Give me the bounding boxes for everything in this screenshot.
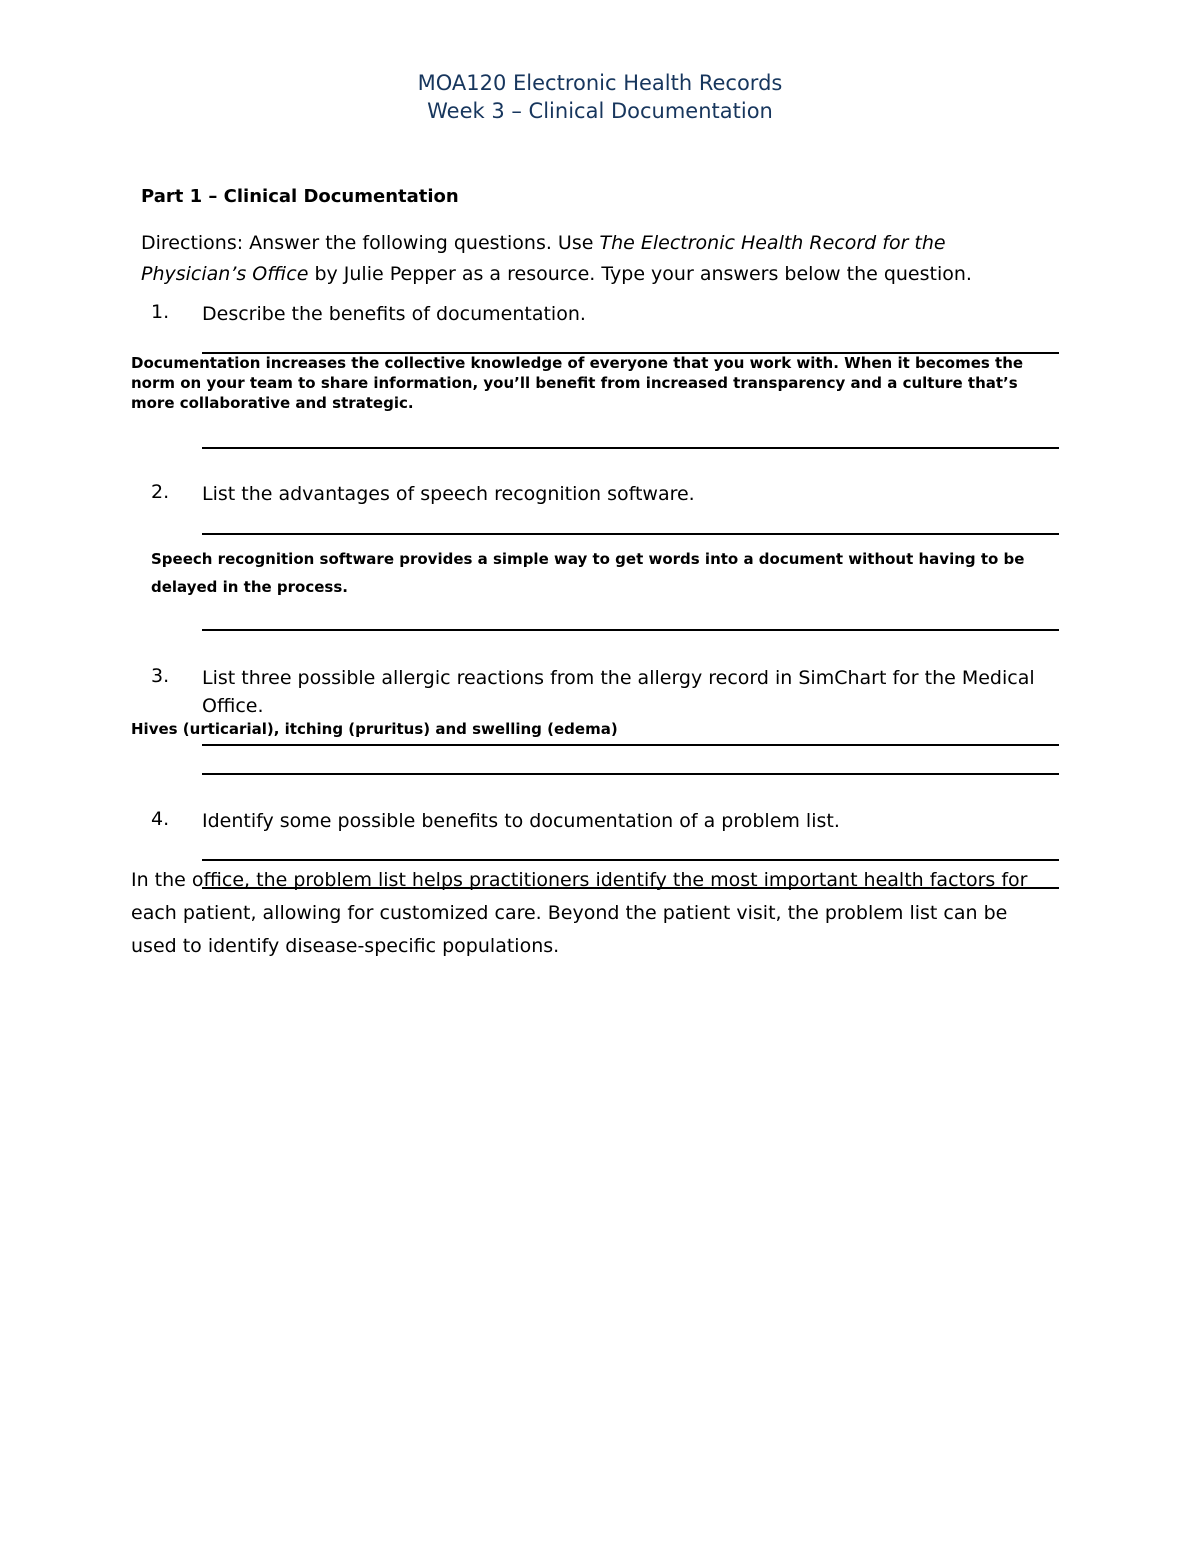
answer-1-text[interactable]: Documentation increases the collective knowledge of everyone that you work with. When it becomes the norm on your team to share information, you’ll benefit from increased transparency and a culture that’s more collaborative and strategic. — [131, 354, 1024, 412]
answer-4-text[interactable]: In the office, the problem list helps practitioners identify the most important health factors for each patient, allowing for customized care. Beyond the patient visit, the problem list can be used to identify disease-specific populations. — [131, 869, 1028, 957]
answer-1-line-bottom — [202, 447, 1059, 449]
question-3-text: List three possible allergic reactions from the allergy record in SimChart for the Medical Office. — [202, 667, 1035, 717]
question-3-number: 3. — [151, 665, 170, 687]
question-2-text: List the advantages of speech recognition software. — [202, 483, 695, 505]
question-4-number: 4. — [151, 808, 170, 830]
answer-3-line-top — [202, 744, 1059, 746]
answer-2-line-bottom — [202, 629, 1059, 631]
answer-3-text[interactable]: Hives (urticarial), itching (pruritus) and swelling (edema) — [131, 720, 618, 738]
question-1-number: 1. — [151, 301, 170, 323]
part-heading: Part 1 – Clinical Documentation — [141, 186, 459, 207]
question-2-number: 2. — [151, 481, 170, 503]
week-title: Week 3 – Clinical Documentation — [427, 99, 773, 123]
question-4-text: Identify some possible benefits to documentation of a problem list. — [202, 810, 840, 832]
question-1-text: Describe the benefits of documentation. — [202, 303, 586, 325]
answer-2-text[interactable]: Speech recognition software provides a simple way to get words into a document without having to be delayed in the process. — [151, 550, 1025, 596]
answer-3-line-bottom — [202, 773, 1059, 775]
book-title: The Electronic Health Record for the Physician’s Office — [141, 232, 946, 285]
course-title: MOA120 Electronic Health Records — [417, 71, 783, 95]
directions-text-end: by Julie Pepper as a resource. Type your answers below the question. — [308, 263, 972, 285]
answer-4-line-top — [202, 859, 1059, 861]
directions-text: Directions: Answer the following questions. Use — [141, 232, 600, 254]
answer-2-line-top — [202, 533, 1059, 535]
directions-paragraph — [141, 228, 1021, 290]
